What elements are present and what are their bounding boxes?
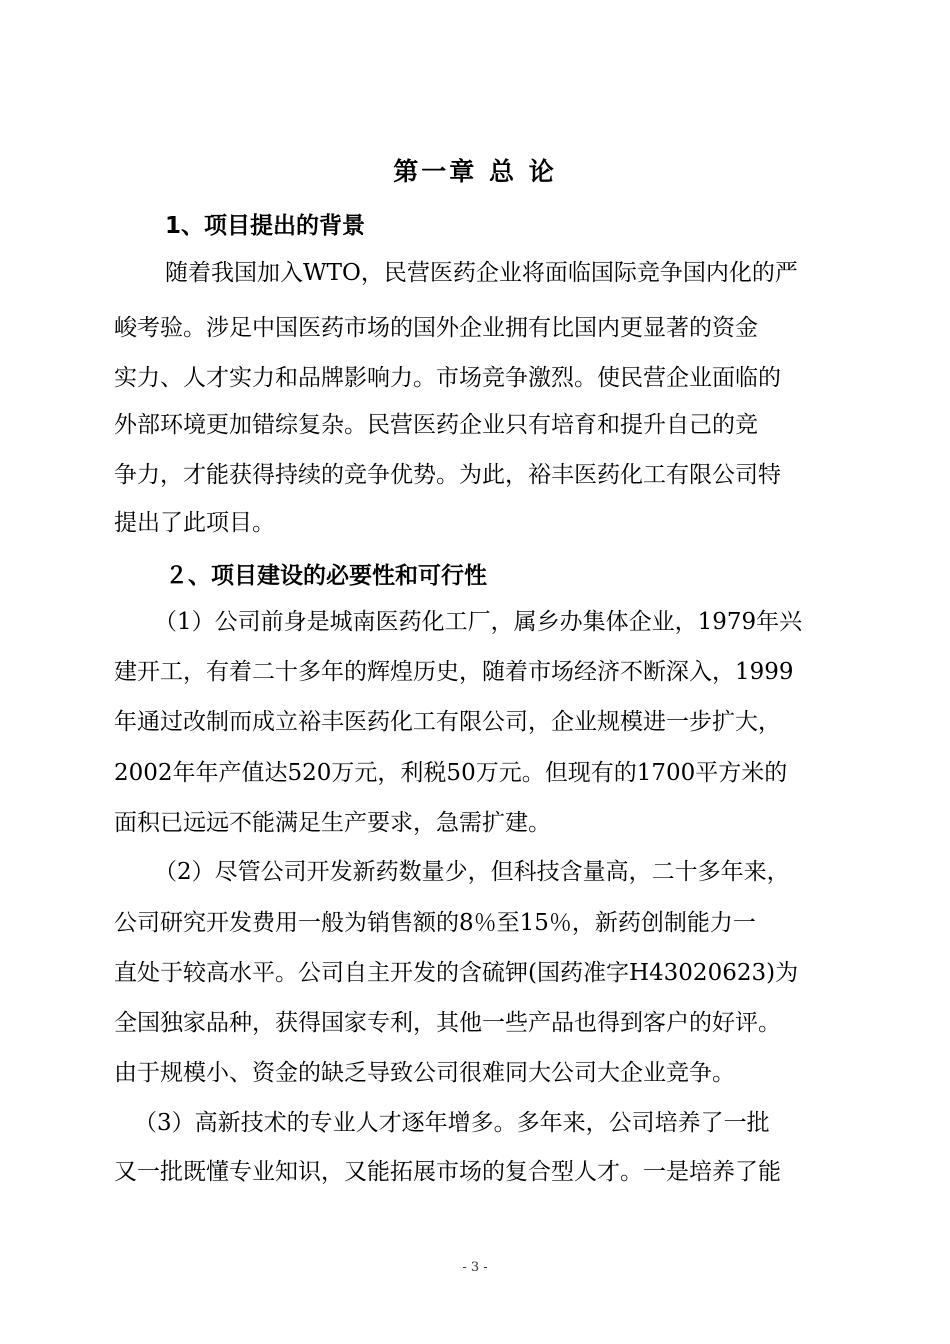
paragraph-line: 建开工，有着二十多年的辉煌历史，随着市场经济不断深入，1999: [114, 659, 794, 685]
paragraph-line: 又一批既懂专业知识，又能拓展市场的复合型人才。一是培养了能: [114, 1159, 781, 1185]
paragraph-line: 2002年年产值达520万元，利税50万元。但现有的1700平方米的: [114, 760, 788, 786]
section-heading-2: ２、项目建设的必要性和可行性: [165, 563, 487, 589]
paragraph-line: 年通过改制而成立裕丰医药化工有限公司，企业规模进一步扩大，: [114, 709, 781, 735]
paragraph-line: 公司研究开发费用一般为销售额的8％至15％，新药创制能力一: [114, 910, 756, 936]
paragraph-line: （3）高新技术的专业人才逐年增多。多年来，公司培养了一批: [134, 1110, 770, 1136]
paragraph-line: （1）公司前身是城南医药化工厂，属乡办集体企业，1979年兴: [154, 609, 803, 635]
paragraph-line: 面积已远远不能满足生产要求，急需扩建。: [114, 810, 551, 836]
paragraph-line: 外部环境更加错综复杂。民营医药企业只有培育和提升自己的竞: [114, 412, 758, 438]
paragraph-line: 争力，才能获得持续的竞争优势。为此，裕丰医药化工有限公司特: [114, 462, 781, 488]
paragraph-line: 由于规模小、资金的缺乏导致公司很难同大公司大企业竞争。: [114, 1060, 735, 1086]
paragraph-line: 实力、人才实力和品牌影响力。市场竞争激烈。使民营企业面临的: [114, 365, 781, 391]
paragraph-line: 峻考验。涉足中国医药市场的国外企业拥有比国内更显著的资金: [114, 315, 758, 341]
section-heading-1: 1、项目提出的背景: [165, 213, 366, 239]
paragraph-line: 全国独家品种，获得国家专利，其他一些产品也得到客户的好评。: [114, 1010, 781, 1036]
paragraph-line: 直处于较高水平。公司自主开发的含硫钾(国药准字H43020623)为: [114, 960, 799, 986]
paragraph-line: 提出了此项目。: [114, 510, 275, 536]
chapter-title: 第一章 总 论: [393, 157, 557, 186]
paragraph-line: （2）尽管公司开发新药数量少，但科技含量高，二十多年来，: [154, 859, 790, 885]
paragraph-line: 随着我国加入WTO，民营医药企业将面临国际竞争国内化的严: [165, 260, 798, 286]
page-number: - 3 -: [462, 1260, 488, 1275]
